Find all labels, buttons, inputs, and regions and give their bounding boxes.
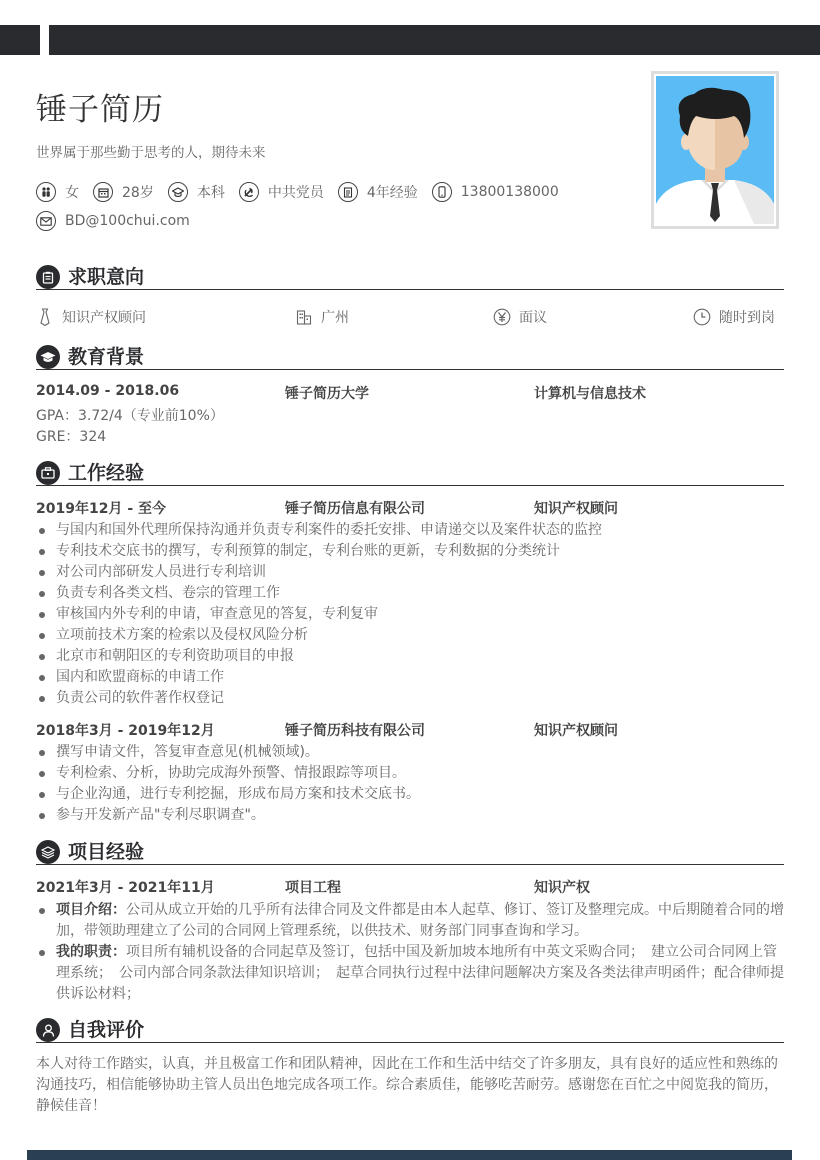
work-row-1 [36,498,784,518]
personal-info-row [36,182,573,202]
list-item: 与企业沟通，进行专利挖掘，形成布局方案和技术交底书。 [36,784,786,805]
project-intro-label: 项目介绍： [56,902,126,918]
work-company: 锤子简历科技有限公司 [285,723,425,739]
political-text: 中共党员 [267,185,324,201]
section-project [36,839,784,865]
phone-text: 13800138000 [460,184,559,200]
work-title: 知识产权顾问 [534,501,618,517]
footer-bar [27,1150,792,1160]
intent-salary [493,307,547,327]
section-work [36,460,784,486]
work-period: 2018年3月 - 2019年12月 [36,723,215,739]
list-item: 对公司内部研发人员进行专利培训 [36,562,786,583]
list-item: 国内和欧盟商标的申请工作 [36,667,786,688]
list-item: 北京市和朝阳区的专利资助项目的申报 [36,646,786,667]
intent-city [295,307,349,327]
experience-item [338,182,418,202]
graduation-cap-icon [168,182,188,202]
education-major: 计算机与信息技术 [534,386,646,402]
degree-text: 本科 [196,185,225,201]
gender-item [36,182,79,202]
gender-text: 女 [65,185,79,201]
building-icon [295,308,313,326]
project-intro [36,900,786,942]
intent-position [36,307,146,327]
intent-availability-text: 随时到岗 [719,310,775,326]
tie-icon [36,308,54,326]
intent-position-text: 知识产权顾问 [62,310,146,326]
section-intent-title: 求职意向 [68,266,145,288]
briefcase-icon [36,461,60,485]
project-name: 项目工程 [285,880,341,896]
party-emblem-icon [239,182,259,202]
work-title: 知识产权顾问 [534,723,618,739]
yuan-icon [493,308,511,326]
list-item: 参与开发新产品"专利尽职调查"。 [36,805,786,826]
education-gre: GRE：324 [36,429,107,445]
header-bar-left [0,25,40,55]
project-duty-label: 我的职责： [56,944,126,960]
self-evaluation-text: 本人对待工作踏实，认真，并且极富工作和团队精神，因此在工作和生活中结交了许多朋友，具有良好的适应性和熟练的沟通技巧，相信能够协助主管人员出色地完成各项工作。综合素质佳，能够吃苦耐劳。感谢您在百忙之中阅览我的简历，静候佳音！ [36,1056,778,1114]
degree-item [168,182,225,202]
education-school: 锤子简历大学 [285,386,369,402]
section-work-title: 工作经验 [68,462,145,484]
section-project-title: 项目经验 [68,841,145,863]
intent-salary-text: 面议 [519,310,547,326]
project-details [36,900,786,1005]
email-item [36,211,190,231]
section-self-eval [36,1017,784,1043]
list-item: 立项前技术方案的检索以及侵权风险分析 [36,625,786,646]
work-period: 2019年12月 - 至今 [36,501,167,517]
resume-slogan: 世界属于那些勤于思考的人，期待未来 [36,145,266,161]
clock-icon [693,308,711,326]
section-education [36,344,784,370]
project-row [36,877,784,897]
section-intent [36,264,784,290]
project-period: 2021年3月 - 2021年11月 [36,880,215,896]
avatar-illustration [656,76,774,224]
project-intro-text: 公司从成立开始的几乎所有法律合同及文件都是由本人起草、修订、签订及整理完成。中后期随着合同的增加，带领助理建立了公司的合同网上管理系统，以供技术、财务部门同事查询和学习。 [56,902,784,939]
list-item: 负责专利各类文档、卷宗的管理工作 [36,583,786,604]
age-item [93,182,154,202]
work-1-duties [36,520,786,709]
work-row-2 [36,720,784,740]
document-icon [338,182,358,202]
list-item: 撰写申请文件，答复审查意见(机械领域)。 [36,742,786,763]
user-icon [36,1018,60,1042]
graduation-cap-icon [36,345,60,369]
project-role: 知识产权 [534,880,590,896]
layers-icon [36,840,60,864]
list-item: 审核国内外专利的申请，审查意见的答复，专利复审 [36,604,786,625]
phone-item [432,182,559,202]
header-bar-right [49,25,820,55]
project-duty-text: 项目所有辅机设备的合同起草及签订，包括中国及新加坡本地所有中英文采购合同； 建立公司合同网上管理系统； 公司内部合同条款法律知识培训； 起草合同执行过程中法律问题解决方案及各类法律声明函件；配合律师提供诉讼材料； [56,944,784,1002]
list-item: 专利技术交底书的撰写，专利预算的制定，专利台账的更新，专利数据的分类统计 [36,541,786,562]
list-item: 专利检索、分析，协助完成海外预警、情报跟踪等项目。 [36,763,786,784]
email-text: BD@100chui.com [65,213,190,229]
calendar-icon [93,182,113,202]
work-company: 锤子简历信息有限公司 [285,501,425,517]
section-self-eval-title: 自我评价 [68,1019,145,1041]
gender-icon [36,182,56,202]
section-education-title: 教育背景 [68,346,145,368]
work-2-duties [36,742,786,826]
profile-photo [651,71,779,229]
phone-icon [432,182,452,202]
email-icon [36,211,56,231]
list-item: 负责公司的软件著作权登记 [36,688,786,709]
intent-row [36,307,784,327]
contact-row [36,211,204,231]
political-item [239,182,324,202]
list-item: 与国内和国外代理所保持沟通并负责专利案件的委托安排、申请递交以及案件状态的监控 [36,520,786,541]
intent-availability [693,307,775,327]
intent-city-text: 广州 [321,310,349,326]
education-gpa: GPA：3.72/4（专业前10%） [36,408,224,424]
experience-text: 4年经验 [366,185,418,201]
clipboard-icon [36,265,60,289]
project-duty [36,942,786,1005]
age-text: 28岁 [122,185,154,201]
education-row [36,383,784,403]
resume-name: 锤子简历 [36,92,164,128]
education-period: 2014.09 - 2018.06 [36,383,180,399]
